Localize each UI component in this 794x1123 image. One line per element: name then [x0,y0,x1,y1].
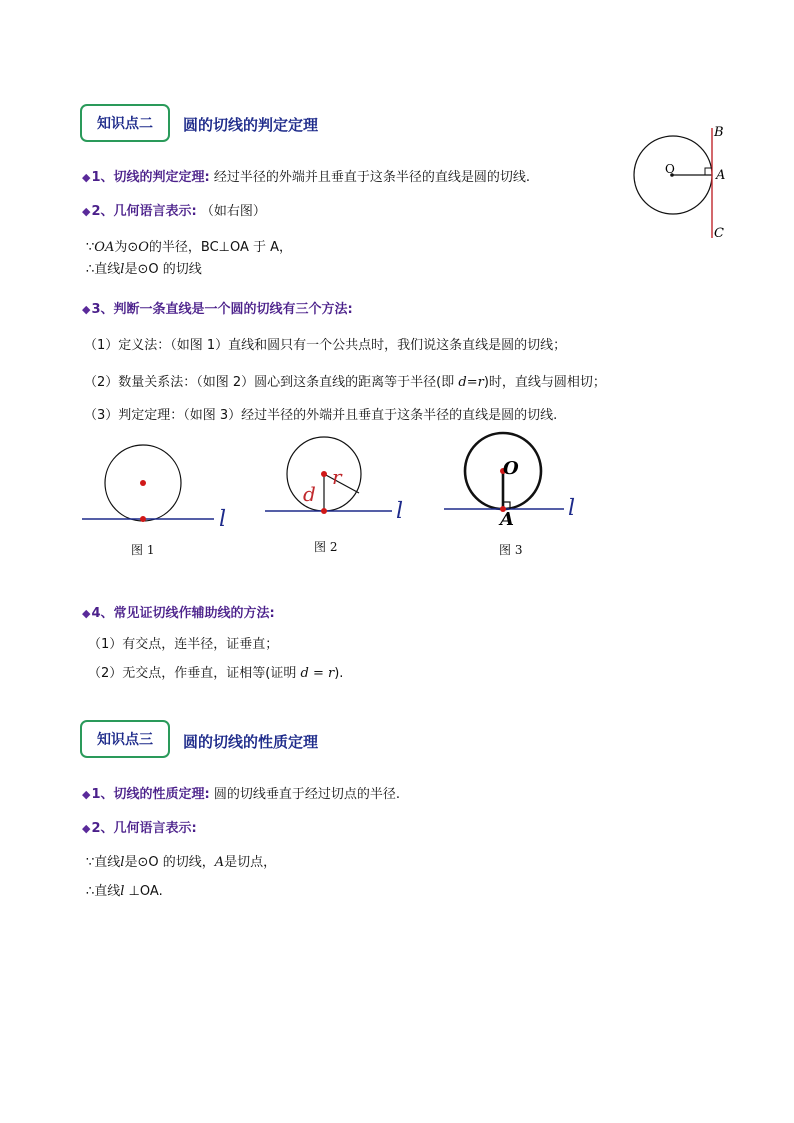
center-dot [321,471,327,477]
label-o: O [665,162,675,176]
item-text: （如右图） [200,204,266,219]
figure-3-caption: 图 3 [499,543,523,557]
diamond-bullet-icon: ◆ [82,205,91,218]
diamond-bullet-icon: ◆ [82,607,91,620]
figure-2-caption: 图 2 [314,540,338,554]
proof-text: ∵直线 [86,855,121,870]
line-label: l [568,496,576,521]
figure-1-caption: 图 1 [131,543,155,557]
proof-var: l [120,855,125,870]
item-head: 3、判断一条直线是一个圆的切线有三个方法: [91,302,353,317]
proof-text: ∴直线 [86,262,121,277]
item-head: 1、切线的性质定理: [91,787,210,802]
section3-item1 [82,783,400,802]
label-a: A [500,509,514,528]
aux-text: ). [334,666,344,681]
section2-item4 [82,602,275,621]
section2-badge: 知识点二 [80,104,170,142]
section2-title: 圆的切线的判定定理 [183,116,319,134]
item-head: 2、几何语言表示: [91,821,197,836]
label-c: C [714,226,724,241]
method-text: )时，直线与圆相切； [483,375,606,390]
proof-text: 为⊙ [114,240,139,255]
item-head: 2、几何语言表示: [91,204,197,219]
proof-var: l [120,262,125,277]
diamond-bullet-icon: ◆ [82,171,91,184]
proof-text: ∵ [86,240,95,255]
section3-proof-line1 [86,851,276,870]
proof-var: O [138,240,149,255]
diamond-bullet-icon: ◆ [82,788,91,801]
proof-var: OA [94,240,115,255]
diamond-bullet-icon: ◆ [82,822,91,835]
proof-text: ⊥OA. [124,884,163,899]
foot-point [321,508,327,514]
item-text: 经过半径的外端并且垂直于这条半径的直线是圆的切线. [213,170,530,185]
section2-proof-line2 [86,258,202,277]
proof-text: 是⊙O 的切线， [124,855,215,870]
section3-proof-line2 [86,880,163,899]
proof-var: l [120,884,125,899]
figure-2 [262,430,422,530]
label-d: d [303,482,316,506]
section2-item1 [82,166,530,185]
proof-text: 的半径，BC⊥OA 于 A， [148,240,293,255]
section3-title: 圆的切线的性质定理 [183,733,319,751]
figure-1 [78,440,238,530]
diamond-bullet-icon: ◆ [82,303,91,316]
item-head: 4、常见证切线作辅助线的方法: [91,606,275,621]
section2-item2 [82,200,266,219]
proof-text: 是⊙O 的切线 [124,262,202,277]
aux-1: （1）有交点，连半径，证垂直； [88,637,279,652]
tangent-point [140,516,146,522]
item-text: 圆的切线垂直于经过切点的半径. [213,787,400,802]
line-label: l [396,499,404,524]
label-b: B [714,125,724,140]
section3-item2 [82,817,197,836]
aux-text: （2）无交点，作垂直，证相等(证明 [88,666,301,681]
tangent-figure [628,120,738,250]
method-text: （2）数量关系法：（如图 2）圆心到这条直线的距离等于半径(即 [84,375,459,390]
aux-eq: d = r [300,666,335,681]
figure-3 [440,428,590,528]
item-head: 1、切线的判定定理: [91,170,210,185]
label-o: O [503,458,519,479]
label-a: A [716,168,726,183]
line-label: l [219,507,227,530]
label-r: r [332,465,342,489]
proof-text: ∴直线 [86,884,121,899]
proof-text: 是切点， [224,855,277,870]
section2-item3 [82,298,353,317]
section2-proof-line1 [86,236,292,255]
section3-badge: 知识点三 [80,720,170,758]
center-dot [140,480,146,486]
proof-var: A [214,855,225,870]
method-1: （1）定义法：（如图 1）直线和圆只有一个公共点时，我们说这条直线是圆的切线； [84,338,567,353]
method-3: （3）判定定理：（如图 3）经过半径的外端并且垂直于这条半径的直线是圆的切线. [84,408,558,423]
method-2 [84,371,606,390]
method-eq: d=r [458,375,484,390]
aux-2 [88,662,343,681]
